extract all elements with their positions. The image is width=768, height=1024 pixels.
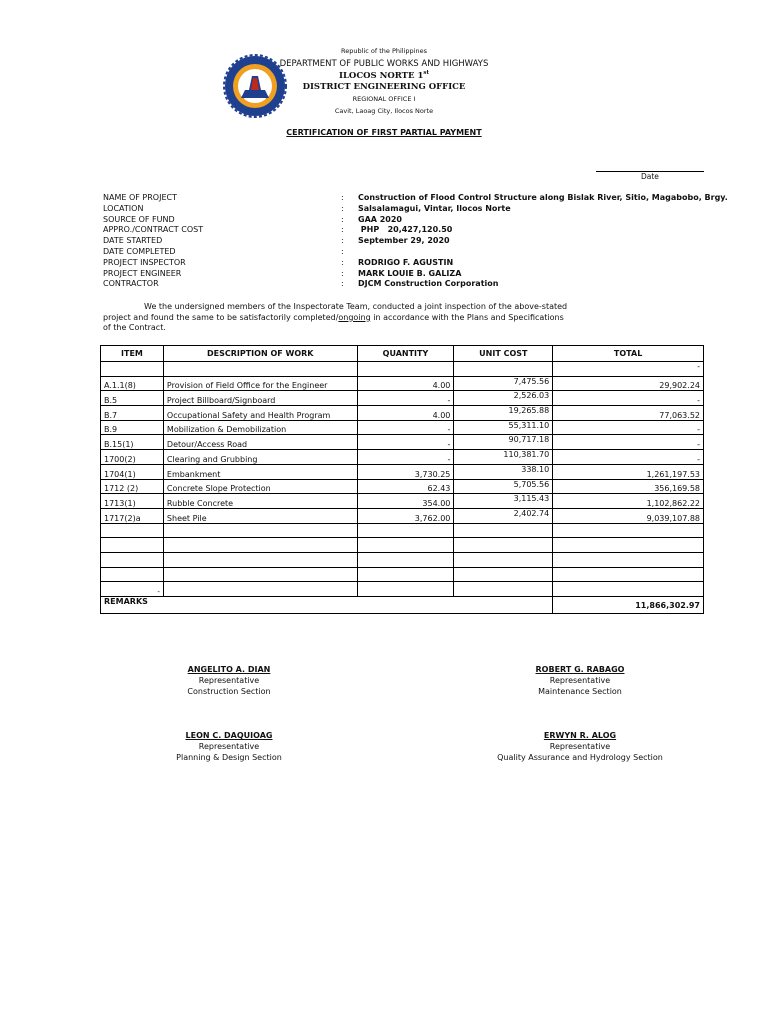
cell-item: 1712 (2) [101,479,164,494]
signatory-section: Construction Section [187,687,271,696]
district-suffix: st [423,70,430,76]
remarks-row [101,597,704,614]
info-label: DATE STARTED [103,236,163,246]
cell-total: 9,039,107.88 [553,508,704,523]
info-label: LOCATION [103,203,144,213]
paragraph-line-1: We the undersigned members of the Inspectorate Team, conducted a joint inspection of the above-stated [144,302,568,311]
table-row [101,582,704,597]
cell-qty: - [357,435,454,450]
cell-total: 1,102,862.22 [553,494,704,509]
table-row-empty [101,567,704,582]
info-value: RODRIGO F. AGUSTIN [358,257,454,267]
signatory-section: Planning & Design Section [176,753,282,762]
cell-item: 1700(2) [101,450,164,465]
signatory-planning [109,730,349,763]
table-row [101,479,704,494]
info-label: SOURCE OF FUND [103,214,175,224]
info-row-engineer [0,269,768,280]
info-row-cost [0,225,768,236]
table-row [101,420,704,435]
cell-item: B.9 [101,420,164,435]
cell-qty: 3,730.25 [357,464,454,479]
cell-qty: 354.00 [357,494,454,509]
header-quantity: QUANTITY [357,346,454,362]
info-colon: : [341,279,344,289]
cell-unit: 7,475.56 [454,376,553,391]
info-row-fund [0,215,768,226]
cell-qty: - [357,450,454,465]
paragraph-line-3: of the Contract. [103,323,166,333]
cell-item: B.5 [101,391,164,406]
cell-total: - [553,435,704,450]
cell-desc: Embankment [163,464,357,479]
cell-qty: - [357,420,454,435]
cell-desc: Mobilization & Demobilization [163,420,357,435]
signatory-name: ANGELITO A. DIAN [187,665,271,674]
cell-desc: Occupational Safety and Health Program [163,406,357,421]
table-header-row [101,346,704,362]
table-row [101,435,704,450]
table-row [101,494,704,509]
region-line: REGIONAL OFFICE I [352,95,416,103]
district-name: ILOCOS NORTE [338,70,415,81]
info-label: CONTRACTOR [103,279,159,289]
signatory-role: Representative [549,742,611,751]
info-label: NAME OF PROJECT [103,193,177,202]
cell-qty: 4.00 [357,406,454,421]
paragraph-line-2 [103,313,703,324]
info-label: APPRO./CONTRACT COST [103,225,204,235]
signatory-name: ERWYN R. ALOG [543,731,617,740]
info-colon: : [341,247,344,256]
header-total: TOTAL [553,346,704,362]
cell-qty: - [357,391,454,406]
table-row [101,450,704,465]
cell-total: 77,063.52 [553,406,704,421]
cell-total: 1,261,197.53 [553,464,704,479]
cell-unit: 338.10 [454,464,553,479]
address-line: Cavit, Laoag City, Ilocos Norte [334,107,434,115]
signatory-construction [109,664,349,697]
table-row [101,464,704,479]
district-line-1 [234,70,534,81]
info-colon: : [341,257,344,267]
remarks-label: REMARKS [101,597,553,614]
signatory-quality [460,730,700,763]
cell-item: 1713(1) [101,494,164,509]
cell-total: 29,902.24 [553,376,704,391]
republic-line: Republic of the Philippines [341,47,427,55]
project-info [0,193,768,293]
info-colon: : [341,268,344,278]
signatory-name: ROBERT G. RABAGO [535,665,625,674]
paragraph-text: project and found the same to be satisfactorily completed/ [103,312,339,322]
table-row-empty [101,538,704,553]
info-value: MARK LOUIE B. GALIZA [358,268,462,278]
cell-item: 1704(1) [101,464,164,479]
cell-item: B.7 [101,406,164,421]
district-number: 1 [417,70,424,81]
signatory-section: Quality Assurance and Hydrology Section [497,753,663,762]
signatory-role: Representative [198,742,260,751]
cell-qty: 62.43 [357,479,454,494]
info-row-completed [0,247,768,258]
paragraph-underlined: ongoing [338,312,371,322]
info-row-contractor [0,279,768,290]
cell-total: - [553,362,704,377]
info-row-name [0,193,768,204]
cell-total: 356,169.58 [553,479,704,494]
cell-desc: Rubble Concrete [163,494,357,509]
info-label: PROJECT INSPECTOR [103,257,186,267]
district-line-2: DISTRICT ENGINEERING OFFICE [302,82,466,92]
info-row-started [0,236,768,247]
cell-unit: 2,526.03 [454,391,553,406]
info-label: PROJECT ENGINEER [103,268,182,278]
signatory-name: LEON C. DAQUIOAG [185,731,273,740]
header-item: ITEM [101,346,164,362]
table-row [101,362,704,377]
cell-unit: 19,265.88 [454,406,553,421]
cell-desc: Detour/Access Road [163,435,357,450]
work-items-table [100,345,704,614]
cell-desc: Sheet Pile [163,508,357,523]
cell-total: - [553,420,704,435]
cell-total: - [553,450,704,465]
cell-unit: 3,115.43 [454,494,553,509]
table-row-empty [101,552,704,567]
cell-desc: Provision of Field Office for the Engineer [163,376,357,391]
info-row-inspector [0,258,768,269]
certification-paragraph [103,302,703,334]
cell-item: - [101,582,164,597]
date-label: Date [641,172,659,181]
info-value: Salsalamagui, Vintar, Ilocos Norte [358,203,511,213]
grand-total: 11,866,302.97 [553,597,704,614]
cell-item: 1717(2)a [101,508,164,523]
cell-desc: Project Billboard/Signboard [163,391,357,406]
cell-total: - [553,391,704,406]
info-value: GAA 2020 [358,214,402,224]
cell-unit: 90,717.18 [454,435,553,450]
cell-item: B.15(1) [101,435,164,450]
info-colon: : [341,214,344,224]
cell-desc: Clearing and Grubbing [163,450,357,465]
table-row [101,376,704,391]
cell-unit: 55,311.10 [454,420,553,435]
info-value: September 29, 2020 [358,236,450,246]
department-line: DEPARTMENT OF PUBLIC WORKS AND HIGHWAYS [279,59,489,69]
table-row-empty [101,523,704,538]
cell-item: A.1.1(8) [101,376,164,391]
header-description: DESCRIPTION OF WORK [163,346,357,362]
signatory-section: Maintenance Section [538,687,622,696]
info-colon: : [341,193,344,202]
info-value: PHP 20,427,120.50 [358,225,453,235]
cell-unit: 110,381.70 [454,450,553,465]
table-row [101,508,704,523]
info-colon: : [341,236,344,246]
signatory-maintenance [460,664,700,697]
info-row-location [0,204,768,215]
info-colon: : [341,203,344,213]
info-value: Construction of Flood Control Structure along Bislak River, Sitio, Magabobo, Brgy. [358,193,728,202]
table-row [101,391,704,406]
cell-qty: 4.00 [357,376,454,391]
paragraph-text: in accordance with the Plans and Specifications [370,312,564,322]
cell-qty: 3,762.00 [357,508,454,523]
document-title: CERTIFICATION OF FIRST PARTIAL PAYMENT [286,128,482,137]
signatory-role: Representative [198,676,260,685]
info-colon: : [341,225,344,235]
info-label: DATE COMPLETED [103,247,176,256]
cell-unit: 2,402.74 [454,508,553,523]
table-row [101,406,704,421]
cell-unit: 5,705.56 [454,479,553,494]
header-unit-cost: UNIT COST [454,346,553,362]
info-value: DJCM Construction Corporation [358,279,499,289]
cell-desc: Concrete Slope Protection [163,479,357,494]
signatory-role: Representative [549,676,611,685]
